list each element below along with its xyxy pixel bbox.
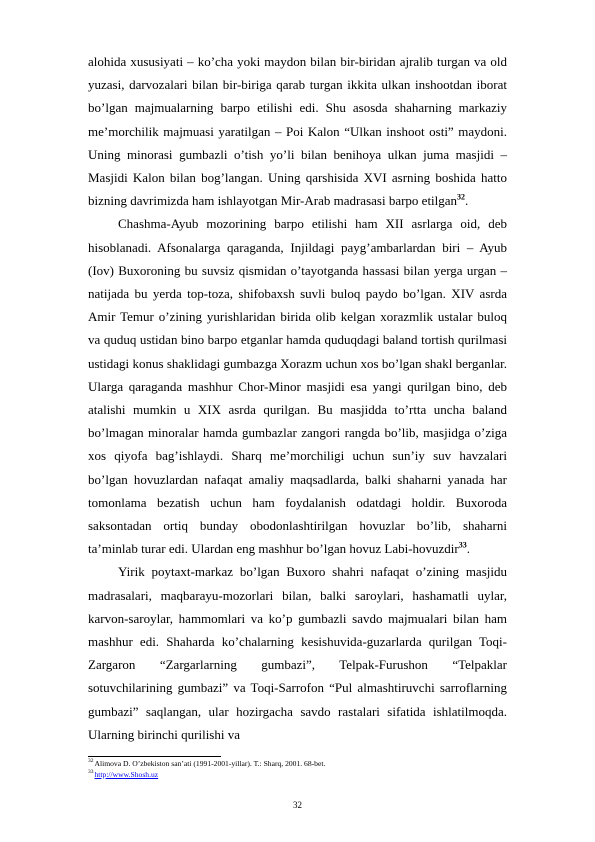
footnote-ref-33[interactable]: 33 (458, 540, 467, 550)
paragraph-1-text: alohida xususiyati – ko’cha yoki maydon bilan bir-biridan ajralib turgan va old yuzasi, darvozalari bilan bir-biriga qarab turgan ikkita ulkan inshootdan iborat bo’lgan majmualarning barpo etilishi edi. Shu asosda shaharning markaziy me’morchilik majmuasi yaratilgan – Poi Kalon “Ulkan inshoot osti” maydoni. Uning minorasi gumbazli o’tish yo’li bilan benihoya ulkan juma masjidi – Masjidi Kalon bilan bog’langan. Uning qarshisida XVI asrning boshida hatto bizning davrimizda ham ishlayotgan Mir-Arab madrasasi barpo etilgan (88, 54, 507, 209)
footnote-32 (88, 758, 507, 769)
body-text (88, 50, 507, 746)
paragraph-2-text: Chashma-Ayub mozorining barpo etilishi ham XII asrlarga oid, deb hisoblanadi. Afsonalarga qaraganda, Injildagi payg’ambarlardan biri – Ayub (Iov) Buxoroning bu suvsiz qismidan o’tayotganda hassasi bilan yerga urgan – natijada bu yerda top-toza, shifobaxsh suvli buloq paydo bo’lgan. XIV asrda Amir Temur o’zining yurishlaridan birida olib kelgan xorazmlik ustalar buloq va quduq ustidan bino barpo etganlar hamda quduqdagi baland tortish qurilmasi ustidagi konus shaklidagi gumbazga Xorazm uchun xos bo’lgan shakl berganlar. Ularga qaraganda mashhur Chor-Minor masjidi esa yangi qurilgan bino, deb atalishi mumkin u XIX asrda qurilgan. Bu masjidda to’rtta uncha baland bo’lmagan minoralar hamda gumbazlar zangori rangda bo’lib, masjidga o’ziga xos qiyofa bag’ishlaydi. Sharq me’morchiligi uchun sun’iy suv havzalari bo’lgan hovuzlardan nafaqat amaliy maqsadlarda, balki shaharni yanada har tomonlama bezatish uchun ham foydalanish odatdagi holdir. Buxoroda saksontadan ortiq bunday obodonlashtirilgan hovuzlar bo’lib, shaharni ta’minlab turar edi. Ulardan eng mashhur bo’lgan hovuz Labi-hovuzdir (88, 216, 507, 557)
paragraph-2-tail: . (466, 541, 470, 557)
paragraph-3 (88, 560, 507, 746)
footnote-33 (88, 769, 507, 780)
paragraph-2 (88, 212, 507, 560)
footnote-ref-32[interactable]: 32 (457, 192, 466, 202)
footnote-number: 33 (88, 769, 94, 776)
footnote-number: 32 (88, 758, 94, 765)
paragraph-3-text: Yirik poytaxt-markaz bo’lgan Buxoro shahri nafaqat o’zining masjidu madrasalari, maqbarayu-mozorlari bilan, balki saroylari, hashamatli uylar, karvon-saroylar, hammomlari va ko’p gumbazli savdo majmualari bilan ham mashhur edi. Shaharda ko’chalarning kesishuvida-guzarlarda qurilgan Toqi-Zargaron “Zargarlarning gumbazi”, Telpak-Furushon “Telpaklar sotuvchilarining gumbazi” va Toqi-Sarrofon “Pul almashtiruvchi sarroflarning gumbazi” saqlangan, ular hozirgacha savdo rastalari sifatida ishlatilmoqda. Ularning birinchi qurilishi va (88, 564, 507, 742)
paragraph-1-tail: . (465, 193, 469, 209)
footnote-link[interactable]: http://www.Shosh.uz (94, 770, 159, 779)
footnotes (88, 756, 507, 780)
footnote-divider (88, 756, 221, 757)
paragraph-1 (88, 50, 507, 212)
footnote-text: Alimova D. O’zbekiston san’ati (1991-2001-yillar). T.: Sharq, 2001. 68-bet. (94, 759, 326, 768)
page-number: 32 (293, 800, 302, 810)
